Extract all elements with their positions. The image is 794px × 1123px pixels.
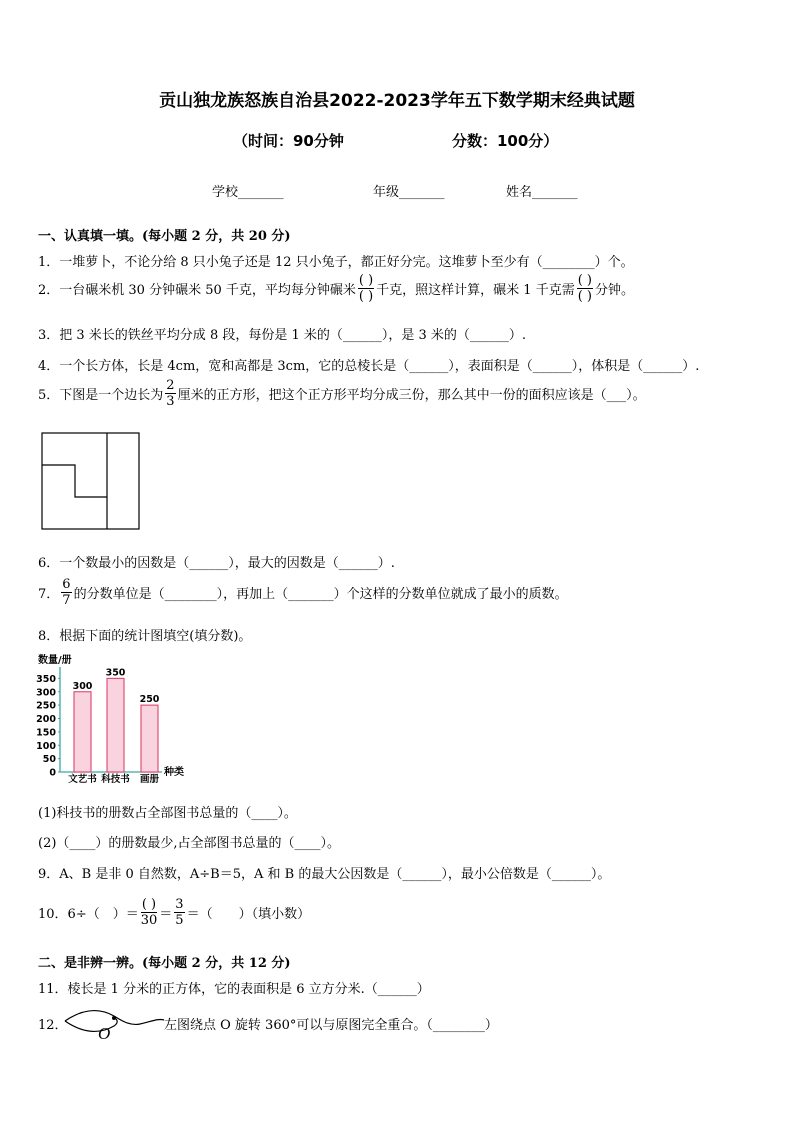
question-8-2: (2)（____）的册数最少,占全部图书总量的（____）。	[38, 836, 341, 851]
chart-y-tick-label: 250	[36, 700, 56, 712]
page-title: 贡山独龙族怒族自治县2022-2023学年五下数学期末经典试题	[159, 91, 635, 111]
question-3: 3．把 3 米长的铁丝平均分成 8 段，每份是 1 米的（______），是 3 米的（______）.	[38, 328, 527, 343]
school-field: 学校_______	[212, 185, 284, 200]
question-5-text-b: 厘米的正方形，把这个正方形平均分成三份，那么其中一份的面积应该是（___）。	[177, 388, 646, 403]
question-8: 8．根据下面的统计图填空(填分数)。	[38, 629, 252, 644]
fraction-numerator: ( )	[141, 897, 157, 912]
rotation-point	[112, 1016, 116, 1020]
question-7	[38, 578, 568, 607]
question-2	[38, 274, 634, 303]
question-5-fraction	[165, 379, 175, 408]
question-4: 4．一个长方体，长是 4cm，宽和高都是 3cm，它的总棱长是（______），表面积是（______），体积是（______）.	[38, 359, 700, 374]
fraction-denominator: ( )	[358, 289, 374, 304]
question-5-text-a: 5．下图是一个边长为	[38, 388, 164, 403]
question-2-text-b: 千克，照这样计算，碾米 1 千克需	[376, 283, 575, 298]
exam-time: （时间：90分钟	[233, 132, 344, 150]
question-2-fraction-1	[358, 274, 374, 303]
chart-data-label: 300	[72, 680, 93, 692]
fraction-numerator: ( )	[577, 273, 592, 288]
question-2-text-c: 分钟。	[595, 283, 635, 298]
chart-category-label: 画册	[139, 774, 160, 785]
question-10-fraction-2	[174, 898, 184, 927]
bar-chart	[36, 651, 196, 786]
section-1-title: 一、认真填一填。(每小题 2 分，共 20 分)	[38, 229, 291, 244]
chart-y-axis-label: 数量/册	[38, 655, 72, 666]
chart-y-tick-label: 150	[36, 727, 56, 739]
question-8-1: (1)科技书的册数占全部图书总量的（____）。	[38, 806, 297, 821]
chart-data-label: 350	[105, 667, 126, 679]
chart-bar	[107, 678, 124, 772]
chart-y-tick-label: 350	[36, 673, 56, 685]
question-7-fraction	[61, 578, 71, 607]
chart-category-label: 文艺书	[68, 774, 97, 785]
question-9: 9．A、B 是非 0 自然数，A÷B＝5，A 和 B 的最大公因数是（______），最小公倍数是（______）。	[38, 867, 611, 882]
chart-y-tick-label: 50	[42, 754, 56, 766]
chart-y-tick-label: 300	[36, 687, 56, 699]
question-10-text-b: ＝（ ）（填小数）	[186, 907, 311, 922]
question-10-fraction-1	[141, 898, 158, 927]
question-1: 1．一堆萝卜，不论分给 8 只小兔子还是 12 只小兔子，都正好分完。这堆萝卜至少有（________）个。	[38, 255, 634, 270]
question-2-text-a: 2．一台碾米机 30 分钟碾米 50 千克，平均每分钟碾米	[38, 283, 356, 298]
question-7-text: 的分数单位是（________），再加上（_______）个这样的分数单位就成了最小的质数。	[73, 587, 568, 602]
chart-y-tick-label: 200	[36, 714, 56, 725]
fraction-denominator: 5	[175, 913, 184, 928]
chart-data-label: 250	[139, 694, 160, 706]
chart-x-axis-label: 种类	[164, 767, 184, 778]
question-2-fraction-2	[577, 274, 593, 303]
name-field: 姓名_______	[506, 185, 578, 200]
question-5	[38, 379, 646, 408]
chart-bar	[74, 692, 91, 772]
question-6: 6．一个数最小的因数是（______），最大的因数是（______）.	[38, 556, 395, 571]
fraction-numerator: 3	[175, 897, 184, 912]
fraction-denominator: 7	[62, 593, 71, 608]
question-10	[38, 898, 310, 927]
fraction-numerator: 6	[62, 577, 71, 592]
fraction-denominator: ( )	[577, 289, 592, 304]
point-o-label: O	[98, 1024, 111, 1042]
grade-field: 年级_______	[373, 185, 445, 200]
square-divider-step	[42, 465, 107, 497]
fraction-denominator: 3	[166, 394, 175, 409]
exam-score: 分数：100分）	[452, 132, 559, 150]
square-outline	[42, 433, 139, 529]
question-7-number: 7．	[38, 587, 60, 602]
question-10-equals: ＝	[159, 907, 173, 922]
fraction-denominator: 30	[140, 913, 158, 928]
question-12-number: 12．	[38, 1018, 68, 1033]
chart-bar	[141, 705, 158, 772]
fraction-numerator: ( )	[358, 273, 374, 288]
curve-figure	[62, 1004, 166, 1042]
question-11: 11．棱长是 1 分米的正方体，它的表面积是 6 立方分米.（______）	[38, 982, 430, 997]
chart-category-label: 科技书	[101, 774, 130, 785]
question-10-text-a: 10．6÷（ ）＝	[38, 907, 139, 922]
section-2-title: 二、是非辨一辨。(每小题 2 分，共 12 分)	[38, 956, 291, 971]
question-12-text: 左图绕点 O 旋转 360°可以与原图完全重合。（________）	[164, 1018, 498, 1033]
chart-y-tick-label: 0	[49, 767, 56, 779]
chart-y-tick-label: 100	[36, 740, 56, 752]
fraction-numerator: 2	[166, 378, 175, 393]
square-figure	[40, 431, 142, 531]
